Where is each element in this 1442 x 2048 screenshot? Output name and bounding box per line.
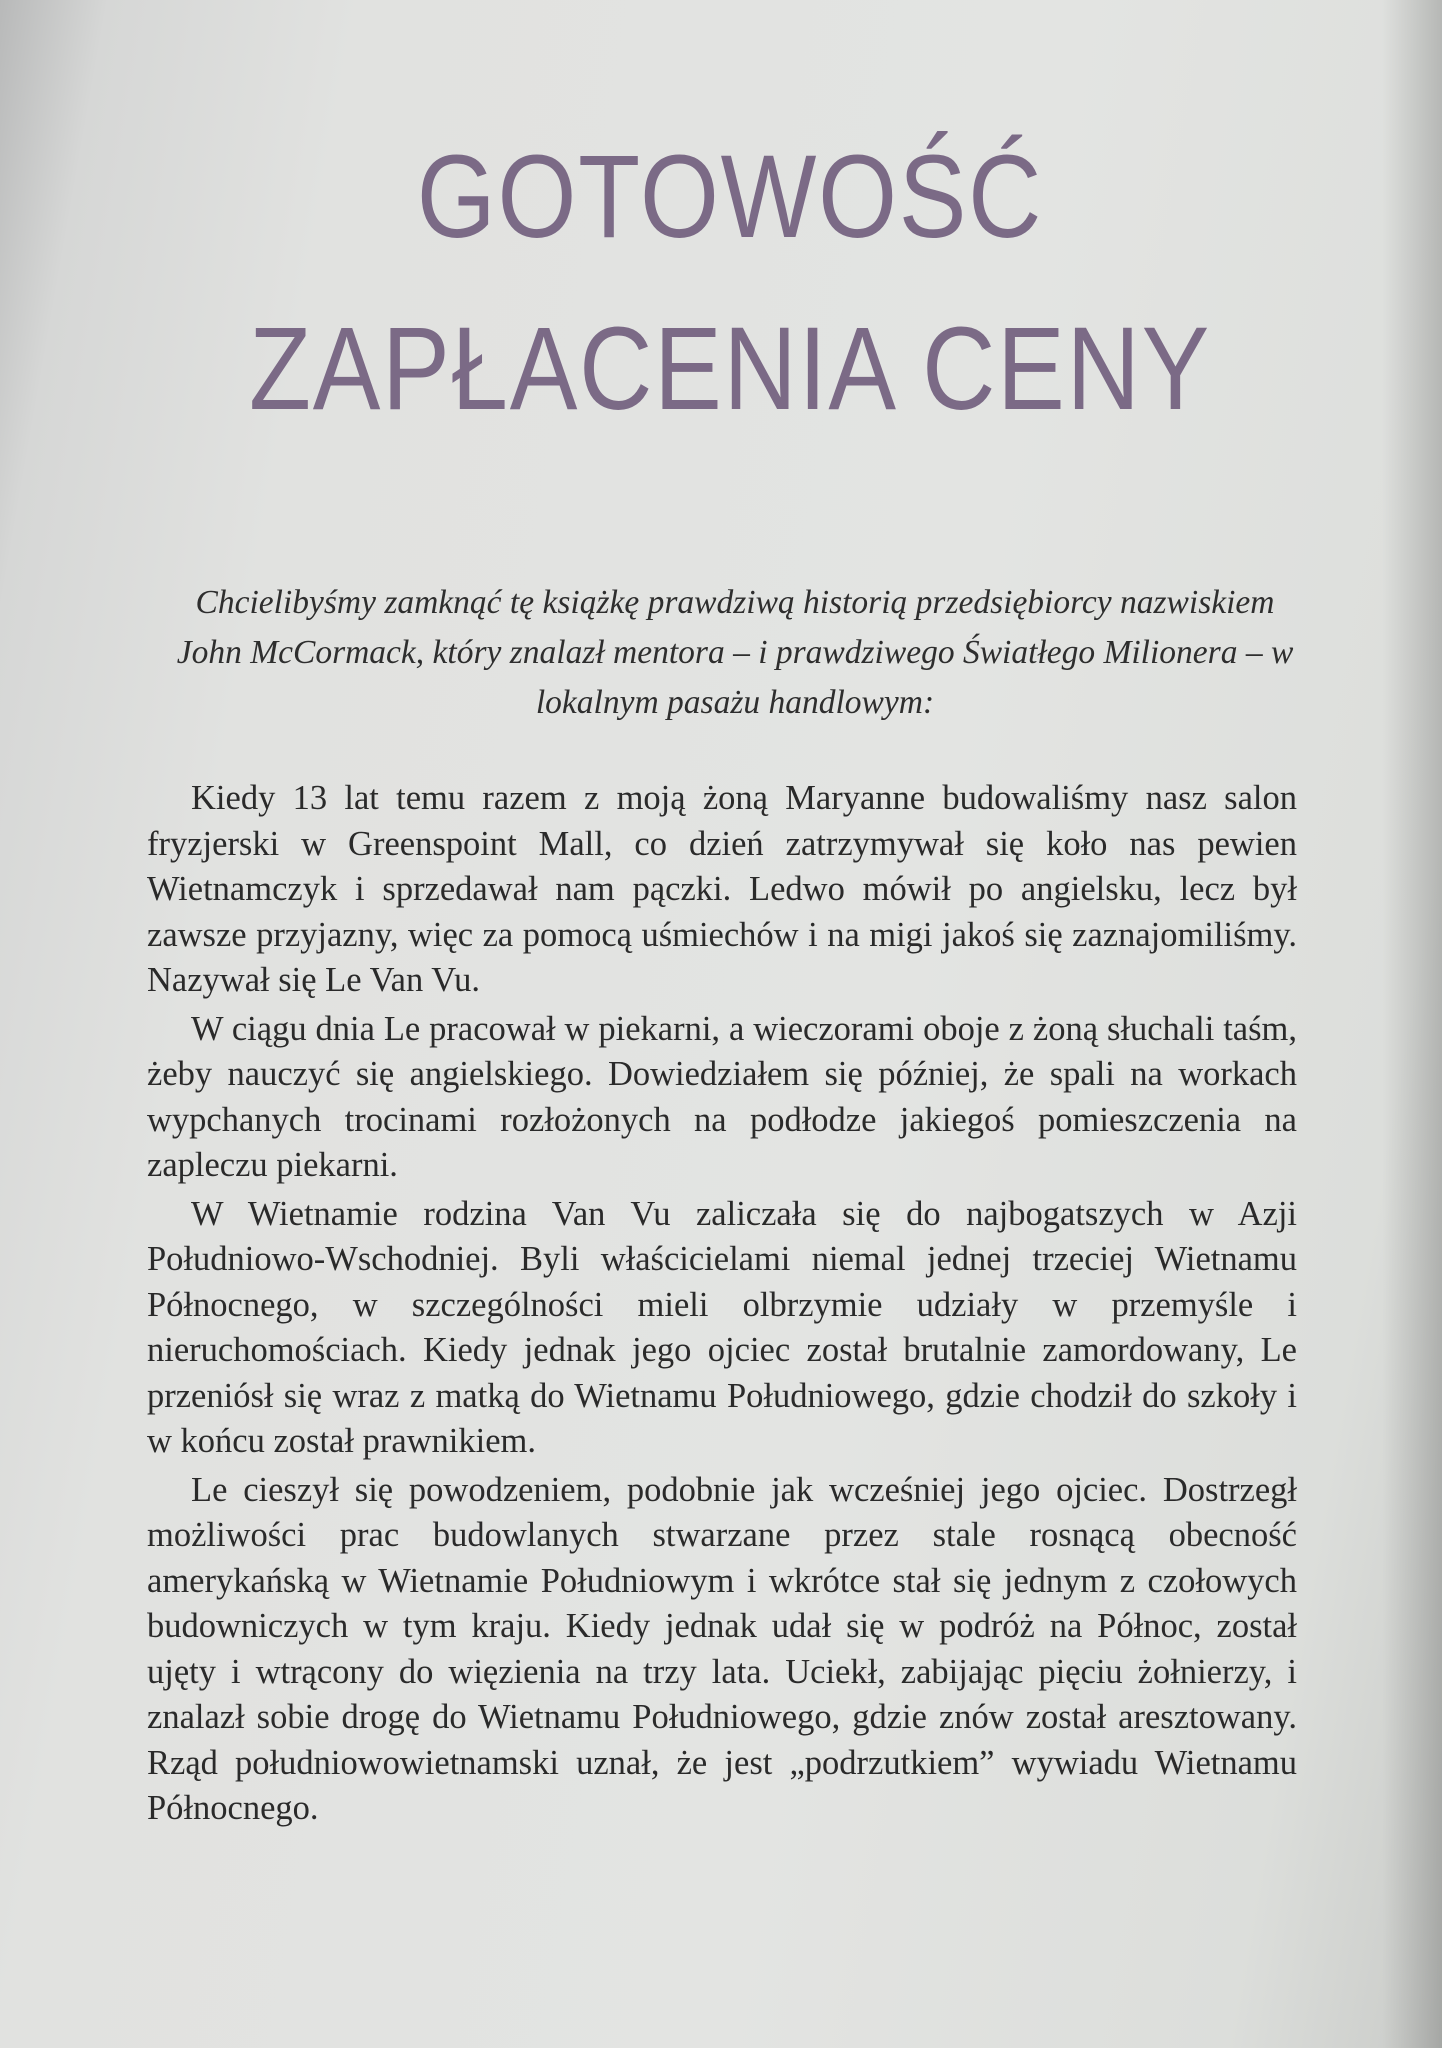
intro-paragraph: Chcielibyśmy zamknąć tę książkę prawdziwą historią przedsiębiorcy nazwiskiem John McCormack, który znalazł mentora – i prawdziwego Światłego Milionera – w lokalnym pasażu handlowym: [176,584,1294,721]
paragraph-3: W Wietnamie rodzina Van Vu zaliczała się do najbogatszych w Azji Południowo-Wschodniej. Byli właścicielami niemal jednej trzeciej Wietnamu Północnego, w szczególności mieli olbrzymie udziały w przemyśle i nieruchomościach. Kiedy jednak jego ojciec został brutalnie zamordowany, Le przeniósł się wraz z matką do Wietnamu Południowego, gdzie chodził do szkoły i w końcu został prawnikiem. [147,1194,1297,1460]
chapter-title-line-2: ZAPŁACENIA CENY [249,303,1211,435]
paragraph-1: Kiedy 13 lat temu razem z moją żoną Maryanne budowaliśmy nasz salon fryzjerski w Greenspoint Mall, co dzień zatrzymywał się koło nas pewien Wietnamczyk i sprzedawał nam pączki. Ledwo mówił po angielsku, lecz był zawsze przyjazny, więc za pomocą uśmiechów i na migi jakoś się zaznajomiliśmy. Nazywał się Le Van Vu. [147,779,1297,999]
chapter-title-line-1: GOTOWOŚĆ [416,131,1044,263]
body-text [147,776,1297,1832]
paragraph-2: W ciągu dnia Le pracował w piekarni, a wieczorami oboje z żoną słuchali taśm, żeby nauczyć się angielskiego. Dowiedziałem się później, że spali na workach wypchanych trocinami rozłożonych na podłodze jakiegoś pomieszczenia na zapleczu piekarni. [147,1009,1297,1184]
paragraph-4: Le cieszył się powodzeniem, podobnie jak wcześniej jego ojciec. Dostrzegł możliwości prac budowlanych stwarzane przez stale rosnącą obecność amerykańską w Wietnamie Południowym i wkrótce stał się jednym z czołowych budowniczych w tym kraju. Kiedy jednak udał się w podróż na Północ, został ujęty i wtrącony do więzienia na trzy lata. Uciekł, zabijając pięciu żołnierzy, i znalazł sobie drogę do Wietnamu Południowego, gdzie znów został aresztowany. Rząd południowowietnamski uznał, że jest „podrzutkiem” wywiadu Wietnamu Północnego. [147,1470,1297,1827]
